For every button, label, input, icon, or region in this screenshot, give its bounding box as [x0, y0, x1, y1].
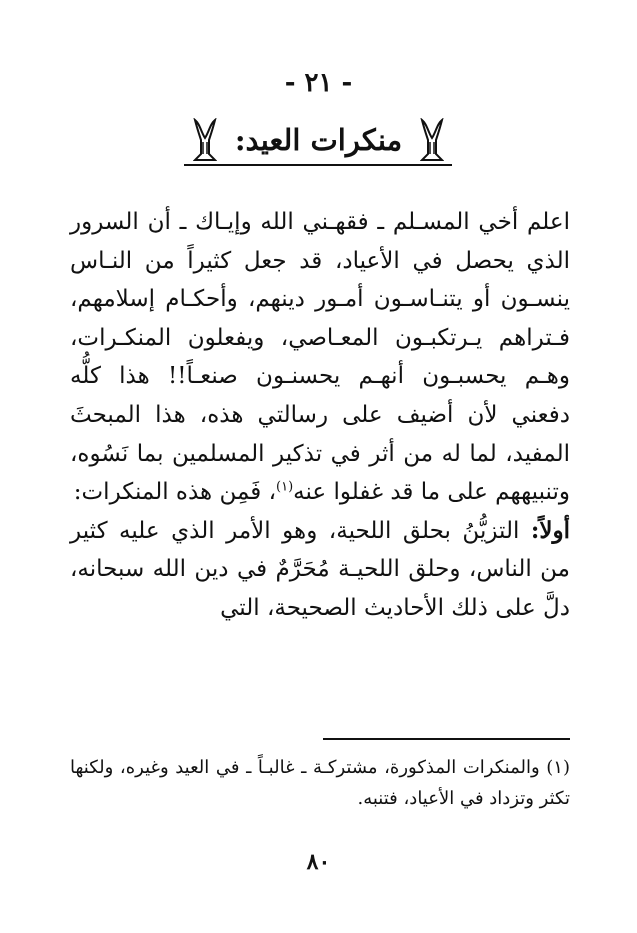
footnote-ref: (١): [276, 479, 294, 495]
heading-underline: [184, 164, 452, 166]
page-number: ٨٠: [306, 849, 331, 875]
paragraph-first-point: [70, 512, 570, 628]
point-lead: أولاً:: [530, 516, 570, 544]
paragraph-intro-end: ، فَمِن هذه المنكرات:: [73, 479, 277, 506]
body-text: [70, 203, 570, 628]
paragraph-first-point-text: التزيُّنُ بحلق اللحية، وهو الأمر الذي عليه كثير من الناس، وحلق اللحيـة مُحَرَّمٌ في دين الله سبحانه، دلَّ على ذلك الأحاديث الصحيحة، التي: [70, 517, 570, 621]
ornament-right-icon: [420, 118, 444, 162]
section-number: - ٢١ -: [284, 68, 353, 98]
footnote-separator: [323, 738, 570, 740]
paragraph-intro: [70, 203, 570, 512]
footnote: (١) والمنكرات المذكورة، مشتركـة ـ غالبـاً ـ في العيد وغيره، ولكنها تكثر وتزداد في الأعياد، فتنبه.: [70, 757, 570, 809]
ornament-left-icon: [193, 118, 217, 162]
heading-title: منكرات العيد:: [234, 123, 403, 157]
section-heading: [0, 112, 637, 168]
paragraph-intro-text: اعلم أخي المسـلم ـ فقهـني الله وإيـاك ـ أن السرور الذي يحصل في الأعياد، قد جعل كثيراً من النـاس ينسـون أو يتنـاسـون أمـور دينهم، وأحكـام إسلامهم، فـتراهم يـرتكبـون المعـاصي، ويفعلون المنكـرات، وهـم يحسبـون أنهـم يحسنـون صنعـاً!! هذا كلُّه دفعني لأن أضيف على رسالتي هذه، هذا المبحثَ المفيد، لما له من أثر في تذكير المسلمين بما نَسُوه، وتنبيههم على ما قد غفلوا عنه: [70, 209, 570, 506]
